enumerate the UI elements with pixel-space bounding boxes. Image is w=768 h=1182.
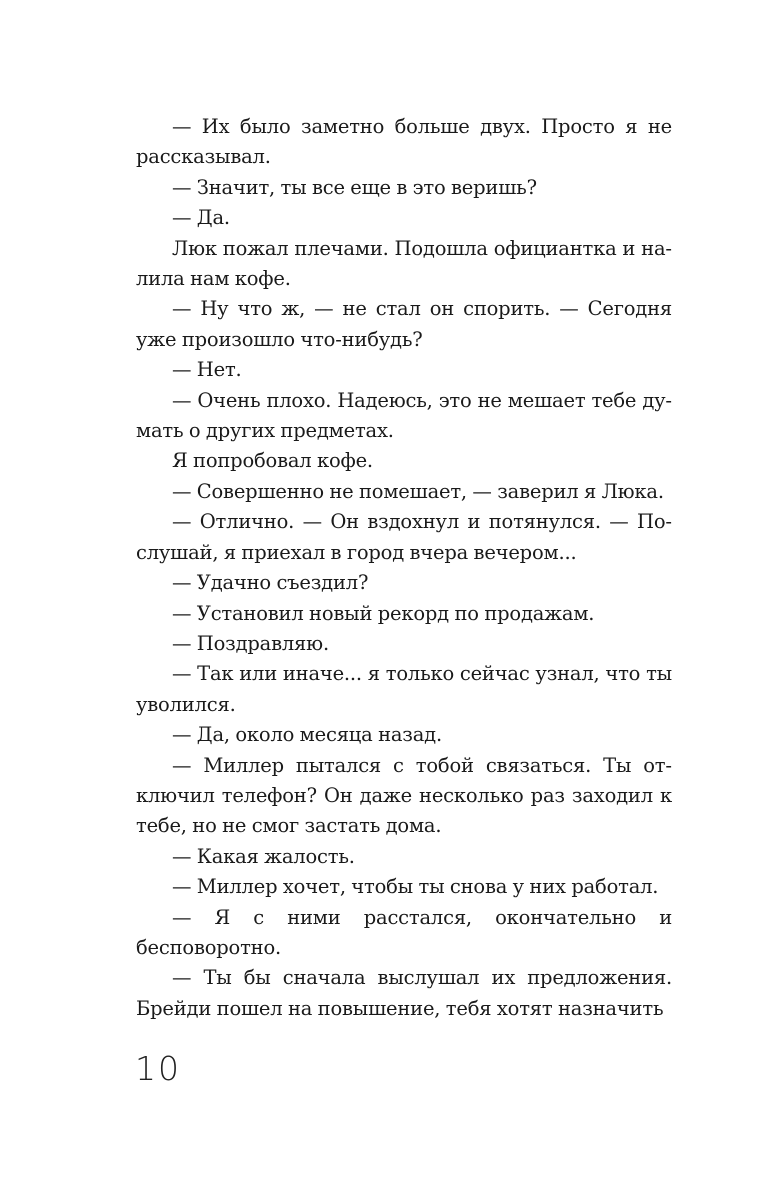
paragraph: — Поздравляю. <box>172 631 329 655</box>
paragraph: — Ты бы сначала выслушал их предложения. Брейди пошел на повышение, тебя хотят назначить <box>136 966 672 1020</box>
paragraph: — Так или иначе... я только сейчас узнал, что ты уволился. <box>136 662 672 716</box>
paragraph: — Совершенно не помешает, — заверил я Люка. <box>172 479 664 503</box>
paragraph: — Их было заметно больше двух. Просто я не рассказывал. <box>136 115 672 169</box>
paragraph: — Нет. <box>172 358 242 382</box>
paragraph: — Ну что ж, — не стал он спорить. — Сегодня уже произошло что-нибудь? <box>136 297 672 351</box>
paragraph: — Какая жалость. <box>172 844 355 868</box>
paragraph: — Очень плохо. Надеюсь, это не мешает тебе думать о других предметах. <box>136 388 672 443</box>
paragraph: — Да, около месяца назад. <box>172 723 442 747</box>
paragraph: Люк пожал плечами. Подошла официантка и налила нам кофе. <box>136 236 672 291</box>
paragraph: — Миллер хочет, чтобы ты снова у них работал. <box>172 875 659 899</box>
paragraph: — Удачно съездил? <box>172 571 369 595</box>
paragraph: — Значит, ты все еще в это веришь? <box>172 175 537 199</box>
paragraph: — Установил новый рекорд по продажам. <box>172 601 595 625</box>
paragraph: — Да. <box>172 206 230 230</box>
paragraph: — Миллер пытался с тобой связаться. Ты отключил телефон? Он даже несколько раз заходил к тебе, но не смог застать дома. <box>136 753 672 838</box>
paragraph: — Я с ними расстался, окончательно и бесповоротно. <box>136 905 672 959</box>
paragraph: Я попробовал кофе. <box>172 449 373 473</box>
paragraph: — Отлично. — Он вздохнул и потянулся. — Послушай, я приехал в город вчера вечером... <box>136 510 672 564</box>
page-text-body <box>136 112 672 1024</box>
page-number: 10 <box>135 1049 181 1088</box>
